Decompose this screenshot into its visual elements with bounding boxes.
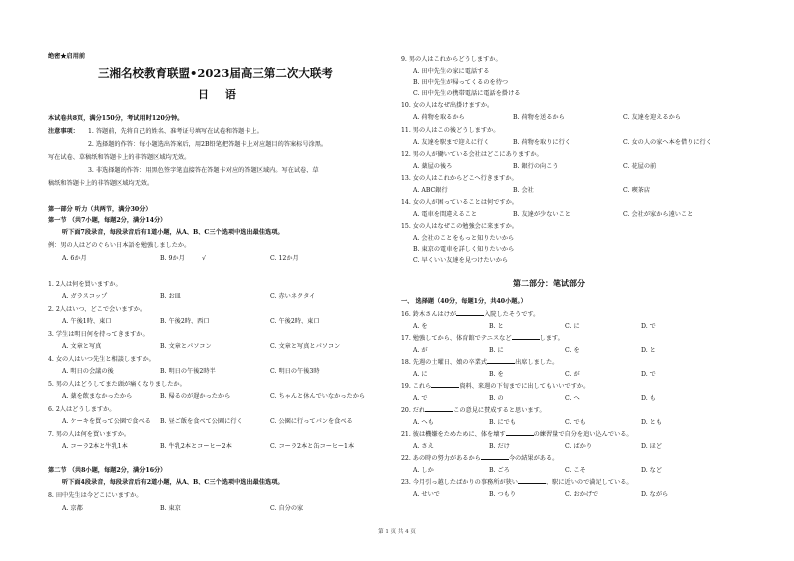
q12-option-b: B. 銀行の向こう xyxy=(513,163,559,170)
q14-option-c: C. 会社が家から遠いこと xyxy=(623,211,694,218)
q4-option-a: A. 明日の会議の後 xyxy=(62,368,114,375)
q6-option-a: A. ケーキを買って公園で食べる xyxy=(62,418,151,425)
q7-option-b: B. 牛乳2本とコーヒー2本 xyxy=(160,443,232,450)
part2-heading: 第二部分：笔试部分 xyxy=(513,278,585,288)
question-7: 7. 男の人は何を買いますか。 xyxy=(48,431,131,438)
q23-option-c: C. おかげで xyxy=(565,491,599,498)
q21-option-b: B. だけ xyxy=(489,443,510,450)
q8-option-c: C. 自分の家 xyxy=(270,505,304,512)
question-5: 5. 男の人はどうしてまた頭が痛くなりましたか。 xyxy=(48,381,186,388)
question-18: 18. 先週の土曜日、娘の卒業式 出席しました。 xyxy=(401,359,559,366)
example-option-b: B. 9か月 xyxy=(160,255,185,262)
check-mark-icon: √ xyxy=(202,255,206,262)
q18-option-c: C. が xyxy=(565,371,580,378)
q21-option-c: C. ばかり xyxy=(565,443,593,450)
q20-option-a: A. へも xyxy=(413,419,434,426)
q22-option-a: A. しか xyxy=(413,467,434,474)
question-12: 12. 男の人が働いている会社はどこにありますか。 xyxy=(401,151,543,158)
note-2a: 2. 选择题的作答：每小题选出答案后，用2B铅笔把答题卡上对应题目的答案标号涂黑。 xyxy=(88,141,328,148)
q22-option-c: C. こそ xyxy=(565,467,586,474)
q2-option-b: B. 午後2時、西口 xyxy=(160,318,210,325)
q3-option-a: A. 文章と写真 xyxy=(62,343,102,350)
question-13: 13. 女の人はこれからどこへ行きますか。 xyxy=(401,175,518,182)
note-3a: 3. 非选择题的作答：用黑色签字笔直接答在答题卡对应的答题区域内。写在试卷、草 xyxy=(88,167,319,174)
exam-info: 本试卷共8页，满分150分，考试用时120分钟。 xyxy=(48,115,184,122)
q1-option-a: A. ガラスコップ xyxy=(62,293,108,300)
exam-title: 三湘名校教育联盟•2023届高三第二次大联考 xyxy=(98,66,333,80)
q23-option-b: B. つもり xyxy=(489,491,517,498)
q7-option-c: C. コーラ2本と缶コーヒー1本 xyxy=(270,443,355,450)
q20-option-d: D. とも xyxy=(641,419,663,426)
q10-option-a: A. 荷物を取るから xyxy=(413,114,465,121)
q23-option-d: D. ながら xyxy=(641,491,669,498)
q4-option-b: B. 明日の午後2時半 xyxy=(160,368,216,375)
q22-option-b: B. ごろ xyxy=(489,467,510,474)
q16-option-c: C. に xyxy=(565,323,580,330)
q11-option-b: B. 荷物を取りに行く xyxy=(513,139,571,146)
q15-option-b: B. 東京の電車を詳しく知りたいから xyxy=(413,246,515,253)
q22-option-d: D. など xyxy=(641,467,663,474)
q8-option-a: A. 京都 xyxy=(62,505,83,512)
sec2-heading: 第二节 （共8小题，每题2分，满分16分） xyxy=(48,467,167,474)
question-23: 23. 今月引っ越したばかりの事務所が狭い 、駅に近いので満足している。 xyxy=(401,479,633,486)
q20-option-b: B. にでも xyxy=(489,419,517,426)
question-10: 10. 女の人はなぜ出掛けますか。 xyxy=(401,102,494,109)
q1-option-b: B. お皿 xyxy=(160,293,181,300)
q10-option-b: B. 荷物を送るから xyxy=(513,114,565,121)
q19-option-c: C. へ xyxy=(565,395,580,402)
sec1-instruction: 听下面7段录音，每段录音后有1道小题，从A、B、C三个选项中选出最佳选项。 xyxy=(62,229,284,236)
question-19: 19. これら 資料、来週の下旬までに出してもいいですか。 xyxy=(401,383,590,390)
example-question: 例：男の人はどのぐらい日本語を勉強しましたか。 xyxy=(48,242,191,249)
q14-option-a: A. 電車を間違えること xyxy=(413,211,478,218)
q5-option-b: B. 帰るのが遅かったから xyxy=(160,393,231,400)
q13-option-c: C. 喫茶店 xyxy=(623,187,651,194)
q6-option-c: C. 公園に行ってパンを食べる xyxy=(270,418,353,425)
notes-label: 注意事项： xyxy=(48,128,79,135)
q16-option-b: B. と xyxy=(489,323,504,330)
q18-option-b: B. を xyxy=(489,371,504,378)
q9-option-c: C. 田中先生の携帯電話に電話を掛ける xyxy=(413,90,521,97)
answer-blank xyxy=(431,387,459,388)
answer-blank xyxy=(506,435,534,436)
part1-heading: 第一部分 听力（共两节，满分30分） xyxy=(48,206,152,213)
answer-blank xyxy=(481,459,509,460)
q15-option-c: C. 早くいい友達を見つけたいから xyxy=(413,257,509,264)
q5-option-c: C. ちゃんと休んでいなかったから xyxy=(270,393,366,400)
page-footer: 第 1 页 共 4 页 xyxy=(378,529,416,535)
selection-heading: 一、 选择题（40分，每题1分，共40小题。） xyxy=(401,298,527,305)
q14-option-b: B. 友達が少ないこと xyxy=(513,211,571,218)
answer-blank xyxy=(487,363,515,364)
q16-option-d: D. で xyxy=(641,323,656,330)
note-3b: 稿纸和答题卡上的非答题区域均无效。 xyxy=(48,180,154,187)
question-1: 1. 2人は何を買いますか。 xyxy=(48,281,122,288)
question-6: 6. 2人はどうしますか。 xyxy=(48,406,116,413)
q12-option-c: C. 花屋の前 xyxy=(623,163,657,170)
answer-blank xyxy=(425,411,453,412)
q17-option-c: C. を xyxy=(565,347,580,354)
q5-option-a: A. 薬を飲まなかったから xyxy=(62,393,133,400)
q13-option-b: B. 会社 xyxy=(513,187,534,194)
question-14: 14. 女の人が困っていることは何ですか。 xyxy=(401,199,518,206)
question-8: 8. 田中先生は今どこにいますか。 xyxy=(48,492,143,499)
question-11: 11. 男の人はこの後どうしますか。 xyxy=(401,127,500,134)
example-option-a: A. 6か月 xyxy=(62,255,87,262)
q8-option-b: B. 東京 xyxy=(160,505,181,512)
q17-option-b: B. に xyxy=(489,347,504,354)
q4-option-c: C. 明日の午後3時 xyxy=(270,368,320,375)
q18-option-a: A. に xyxy=(413,371,428,378)
q19-option-d: D. も xyxy=(641,395,656,402)
q6-option-b: B. 昼ご飯を食べて公園に行く xyxy=(160,418,243,425)
q16-option-a: A. を xyxy=(413,323,428,330)
q17-option-a: A. が xyxy=(413,347,428,354)
example-option-c: C. 12か月 xyxy=(270,255,299,262)
q2-option-c: C. 午後2時、東口 xyxy=(270,318,320,325)
q11-option-a: A. 友達を駅まで迎えに行く xyxy=(413,139,490,146)
q21-option-a: A. さえ xyxy=(413,443,434,450)
q19-option-b: B. の xyxy=(489,395,504,402)
q10-option-c: C. 友達を迎えるから xyxy=(623,114,681,121)
question-20: 20. だれ この意見に賛成すると思います。 xyxy=(401,407,546,414)
question-2: 2. 2人はいつ、どこで会いますか。 xyxy=(48,306,147,313)
q11-option-c: C. 女の人の家へ本を借りに行く xyxy=(623,139,712,146)
answer-blank xyxy=(456,315,484,316)
q18-option-d: D. で xyxy=(641,371,656,378)
answer-blank xyxy=(512,339,540,340)
q1-option-c: C. 赤いネクタイ xyxy=(270,293,316,300)
q12-option-a: A. 薬屋の後ろ xyxy=(413,163,453,170)
q23-option-a: A. せいで xyxy=(413,491,440,498)
q21-option-d: D. ほど xyxy=(641,443,663,450)
question-4: 4. 女の人はいつ先生と相談しますか。 xyxy=(48,356,155,363)
q15-option-a: A. 会社のことをもっと知りたいから xyxy=(413,235,515,242)
question-22: 22. あの時の努力があるから 今の結果がある。 xyxy=(401,455,559,462)
q20-option-c: C. でも xyxy=(565,419,586,426)
q2-option-a: A. 午後1時、東口 xyxy=(62,318,112,325)
q9-option-b: B. 田中先生が帰ってくるのを待つ xyxy=(413,79,509,86)
question-3: 3. 学生は明日何を持ってきますか。 xyxy=(48,331,149,338)
question-21: 21. 彼は機嫌をためために、体を壊す の練習量で自分を追い込んでいる。 xyxy=(401,431,633,438)
secret-label: 绝密★启用前 xyxy=(48,53,86,60)
q7-option-a: A. コーラ2本と牛乳1本 xyxy=(62,443,128,450)
note-1: 1. 答题前，先将自己的姓名、准考证号填写在试卷和答题卡上。 xyxy=(88,128,263,135)
question-17: 17. 勉強してから、体育館でテニスなど します。 xyxy=(401,335,564,342)
q13-option-a: A. ABC銀行 xyxy=(413,187,448,194)
question-15: 15. 女の人はなぜこの勉強会に来ますか。 xyxy=(401,223,518,230)
q3-option-b: B. 文章とパソコン xyxy=(160,343,212,350)
answer-blank xyxy=(518,483,546,484)
q17-option-d: D. と xyxy=(641,347,656,354)
question-16: 16. 鈴木さんはけが 入院したそうです。 xyxy=(401,311,540,318)
sec2-instruction: 听下面4段录音，每段录音后有2道小题，从A、B、C三个选项中选出最佳选项。 xyxy=(62,479,284,486)
q19-option-a: A. で xyxy=(413,395,428,402)
subject-title: 日 语 xyxy=(198,88,242,101)
note-2b: 写在试卷、草稿纸和答题卡上的非答题区域均无效。 xyxy=(48,154,191,161)
q3-option-c: C. 文章と写真とパソコン xyxy=(270,343,341,350)
q9-option-a: A. 田中先生の家に電話する xyxy=(413,68,490,75)
question-9: 9. 男の人はこれからどうしますか。 xyxy=(401,56,502,63)
sec1-heading: 第一节 （共7小题，每题2分，满分14分） xyxy=(48,217,167,224)
